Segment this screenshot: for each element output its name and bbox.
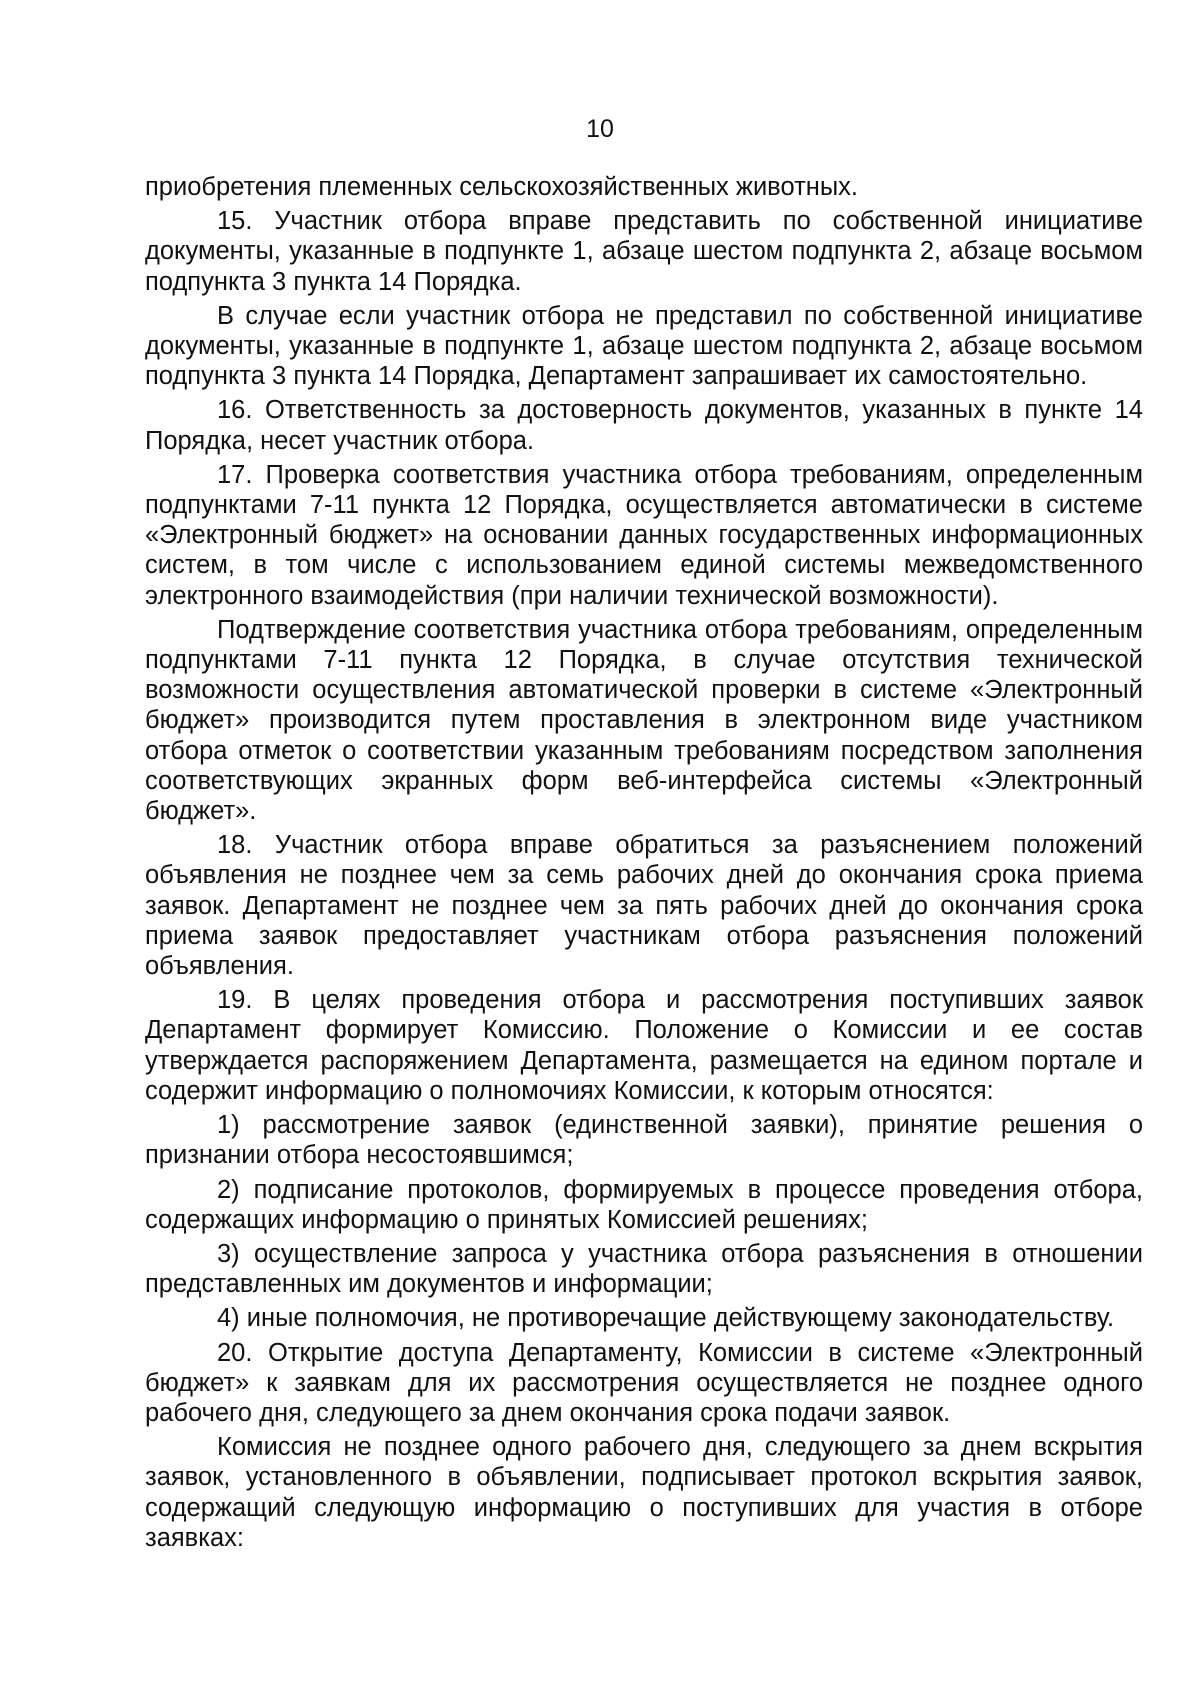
list-item-1: 1) рассмотрение заявок (единственной заявки), принятие решения о признании отбора несостоявшимся; — [145, 1111, 1143, 1170]
paragraph-item-19: 19. В целях проведения отбора и рассмотрения поступивших заявок Департамент формирует Комиссию. Положение о Комиссии и ее состав утверждается распоряжением Департамента, размещается на едином портале и содержит информацию о полномочиях Комиссии, к которым относятся: — [145, 986, 1143, 1105]
paragraph-item-17-confirmation: Подтверждение соответствия участника отбора требованиям, определенным подпунктами 7-11 пункта 12 Порядка, в случае отсутствия технической возможности осуществления автоматической проверки в системе «Электронный бюджет» производится путем проставления в электронном виде участником отбора отметок о соответствии указанным требованиям посредством заполнения соответствующих экранных форм веб-интерфейса системы «Электронный бюджет». — [145, 615, 1143, 826]
document-body — [145, 172, 1143, 1553]
list-item-3: 3) осуществление запроса у участника отбора разъяснения в отношении представленных им документов и информации; — [145, 1239, 1143, 1299]
paragraph-item-15: 15. Участник отбора вправе представить по собственной инициативе документы, указанные в подпункте 1, абзаце шестом подпункта 2, абзаце восьмом подпункта 3 пункта 14 Порядка. — [145, 207, 1143, 296]
list-item-4: 4) иные полномочия, не противоречащие действующему законодательству. — [217, 1304, 1115, 1333]
paragraph-item-17: 17. Проверка соответствия участника отбора требованиям, определенным подпунктами 7-11 пункта 12 Порядка, осуществляется автоматически в системе «Электронный бюджет» на основании данных государственных информационных систем, в том числе с использованием единой системы межведомственного электронного взаимодействия (при наличии технической возможности). — [145, 460, 1143, 610]
list-item-2: 2) подписание протоколов, формируемых в процессе проведения отбора, содержащих информацию о принятых Комиссией решениях; — [145, 1175, 1143, 1234]
paragraph-item-20: 20. Открытие доступа Департаменту, Комиссии в системе «Электронный бюджет» к заявкам для их рассмотрения осуществляется не позднее одного рабочего дня, следующего за днем окончания срока подачи заявок. — [145, 1338, 1143, 1427]
paragraph-continuation: приобретения племенных сельскохозяйственных животных. — [145, 173, 858, 201]
page-number: 10 — [586, 115, 614, 143]
paragraph-item-15-case: В случае если участник отбора не представил по собственной инициативе документы, указанные в подпункте 1, абзаце шестом подпункта 2, абзаце восьмом подпункта 3 пункта 14 Порядка, Департамент запрашивает их самостоятельно. — [145, 301, 1143, 391]
paragraph-item-20-commission: Комиссия не позднее одного рабочего дня, следующего за днем вскрытия заявок, установленного в объявлении, подписывает протокол вскрытия заявок, содержащий следующую информацию о поступивших для участия в отборе заявках: — [145, 1433, 1143, 1552]
paragraph-item-18: 18. Участник отбора вправе обратиться за разъяснением положений объявления не позднее чем за семь рабочих дней до окончания срока приема заявок. Департамент не позднее чем за пять рабочих дней до окончания срока приема заявок предоставляет участникам отбора разъяснения положений объявления. — [145, 831, 1143, 981]
paragraph-item-16: 16. Ответственность за достоверность документов, указанных в пункте 14 Порядка, несет участник отбора. — [145, 396, 1143, 455]
